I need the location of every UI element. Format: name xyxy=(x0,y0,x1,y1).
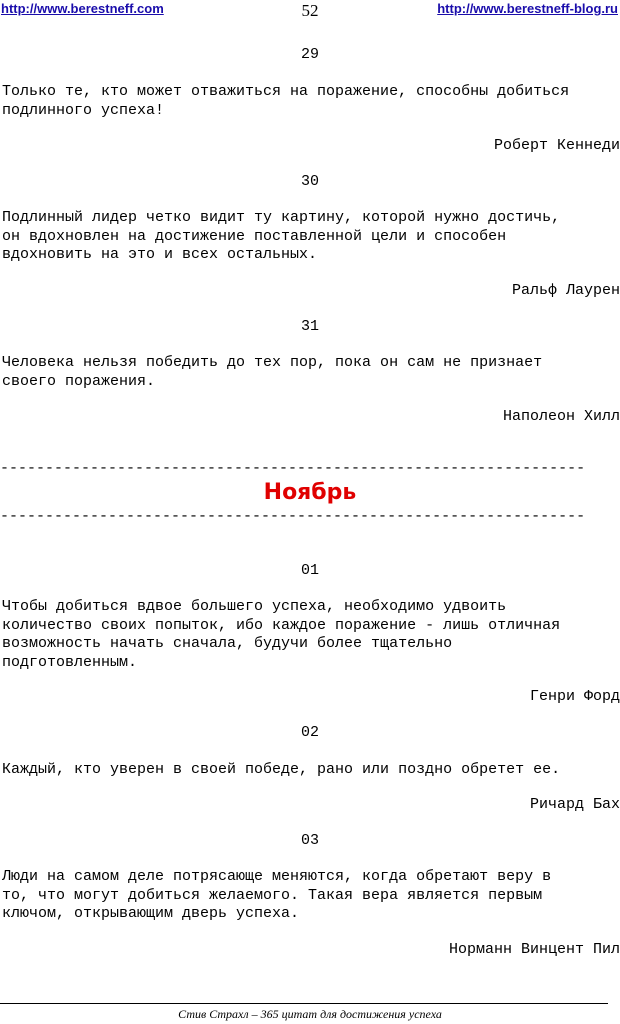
quote-number: 29 xyxy=(300,46,319,63)
month-heading: Ноябрь xyxy=(263,480,357,505)
quote-number: 30 xyxy=(300,173,319,190)
quote-text: Чтобы добиться вдвое большего успеха, необходимо удвоить количество своих попыток, ибо каждое поражение - лишь отличная возможность начать сначала, будучи более тщательно подготовленным. xyxy=(2,598,561,671)
quote-author: Норманн Винцент Пил xyxy=(448,941,620,958)
quote-number: 31 xyxy=(300,318,319,335)
footer-rule xyxy=(0,1003,608,1004)
quote-number: 01 xyxy=(300,562,319,579)
quote-author: Ральф Лаурен xyxy=(511,282,620,299)
page-header xyxy=(0,0,620,22)
quote-author: Роберт Кеннеди xyxy=(493,137,620,154)
website-link[interactable]: http://www.berestneff.com xyxy=(1,1,164,16)
quote-text: Подлинный лидер четко видит ту картину, которой нужно достичь, он вдохновлен на достижение поставленной цели и способен вдохновить на это и всех остальных. xyxy=(2,209,561,263)
blog-link[interactable]: http://www.berestneff-blog.ru xyxy=(437,1,618,16)
quote-author: Ричард Бах xyxy=(529,796,620,813)
quote-text: Люди на самом деле потрясающе меняются, когда обретают веру в то, что могут добиться желаемого. Такая вера является первым ключом, открывающим дверь успеха. xyxy=(2,868,552,922)
quote-number: 02 xyxy=(300,724,319,741)
page-footer: Стив Страхл – 365 цитат для достижения успеха xyxy=(178,1007,442,1021)
quote-author: Наполеон Хилл xyxy=(502,408,620,425)
divider-line-top: ----------------------------------------------------------------- xyxy=(0,460,586,477)
divider-line-bottom: ----------------------------------------------------------------- xyxy=(0,508,586,525)
quote-text: Только те, кто может отважиться на поражение, способны добиться подлинного успеха! xyxy=(2,83,570,119)
quote-author: Генри Форд xyxy=(529,688,620,705)
quote-text: Каждый, кто уверен в своей победе, рано или поздно обретет ее. xyxy=(2,761,561,778)
quote-text: Человека нельзя победить до тех пор, пока он сам не признает своего поражения. xyxy=(2,354,543,390)
page-number: 52 xyxy=(301,1,319,20)
quote-number: 03 xyxy=(300,832,319,849)
